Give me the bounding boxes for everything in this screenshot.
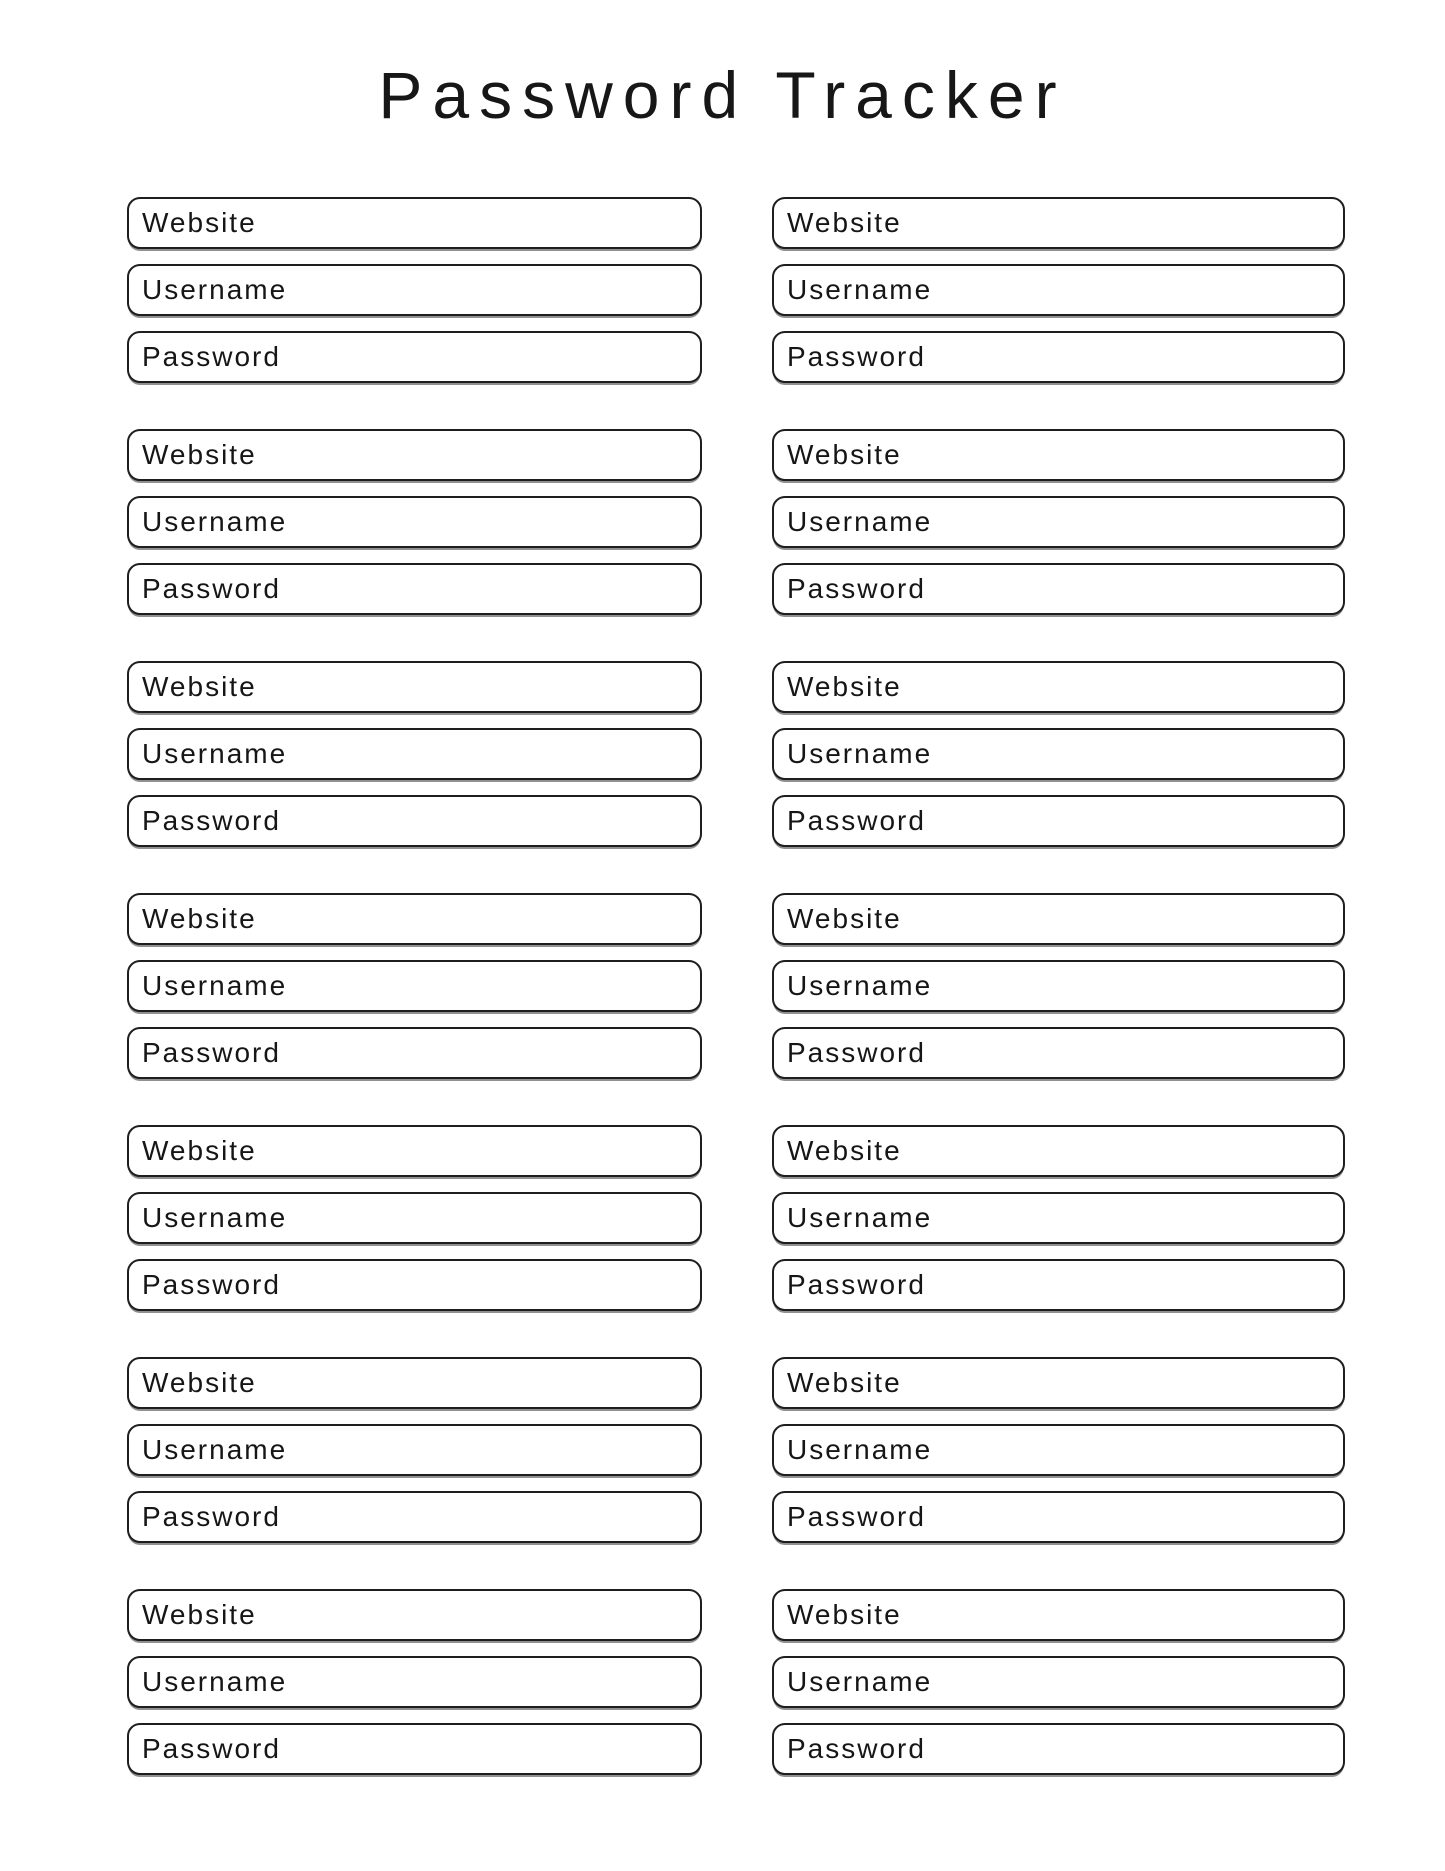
username-field[interactable] [772,264,1345,316]
username-field[interactable] [127,496,702,548]
username-field-label: Username [787,969,933,1001]
password-field[interactable] [772,563,1345,615]
password-field-label: Password [142,572,281,604]
username-field[interactable] [772,1424,1345,1476]
password-field-label: Password [142,340,281,372]
website-field-label: Website [142,1366,257,1398]
password-field[interactable] [127,1723,702,1775]
username-field[interactable] [772,1656,1345,1708]
password-field-label: Password [787,1500,926,1532]
password-field[interactable] [772,795,1345,847]
username-field[interactable] [772,960,1345,1012]
entry-group [772,661,1345,847]
website-field-label: Website [142,670,257,702]
username-field-label: Username [787,1665,933,1697]
website-field[interactable] [772,1357,1345,1409]
website-field[interactable] [127,661,702,713]
entry-group [772,893,1345,1079]
password-field[interactable] [772,1491,1345,1543]
password-field-label: Password [787,572,926,604]
username-field[interactable] [127,960,702,1012]
website-field-label: Website [787,1366,902,1398]
website-field-label: Website [142,1598,257,1630]
website-field[interactable] [127,1125,702,1177]
website-field-label: Website [142,438,257,470]
entry-group [127,1357,702,1543]
password-field-label: Password [787,340,926,372]
entry-group [772,429,1345,615]
password-field[interactable] [772,1027,1345,1079]
username-field-label: Username [142,737,288,769]
username-field-label: Username [142,1665,288,1697]
password-field-label: Password [787,1036,926,1068]
username-field-label: Username [787,505,933,537]
website-field-label: Website [787,206,902,238]
password-field-label: Password [787,1732,926,1764]
website-field[interactable] [127,1357,702,1409]
username-field-label: Username [787,273,933,305]
username-field-label: Username [787,737,933,769]
entry-group [772,197,1345,383]
entry-group [127,661,702,847]
website-field[interactable] [772,1125,1345,1177]
username-field-label: Username [142,505,288,537]
password-field[interactable] [127,1027,702,1079]
username-field[interactable] [772,1192,1345,1244]
password-field-label: Password [142,1268,281,1300]
username-field-label: Username [787,1201,933,1233]
password-field[interactable] [772,331,1345,383]
username-field[interactable] [127,264,702,316]
username-field[interactable] [127,1656,702,1708]
column-right [772,197,1345,1775]
website-field-label: Website [787,1598,902,1630]
entry-group [127,893,702,1079]
website-field-label: Website [142,206,257,238]
password-field[interactable] [127,795,702,847]
entry-group [772,1125,1345,1311]
website-field[interactable] [127,429,702,481]
password-field-label: Password [142,804,281,836]
entry-group [127,429,702,615]
username-field-label: Username [142,273,288,305]
entry-group [127,197,702,383]
username-field-label: Username [142,1433,288,1465]
password-field[interactable] [127,1259,702,1311]
entry-group [772,1357,1345,1543]
website-field[interactable] [772,1589,1345,1641]
entry-group [772,1589,1345,1775]
fields-grid [127,197,1445,1775]
username-field-label: Username [142,969,288,1001]
password-field[interactable] [772,1723,1345,1775]
password-field-label: Password [142,1500,281,1532]
password-field-label: Password [142,1732,281,1764]
password-field[interactable] [127,1491,702,1543]
website-field[interactable] [127,197,702,249]
username-field[interactable] [772,496,1345,548]
username-field-label: Username [142,1201,288,1233]
username-field[interactable] [127,1424,702,1476]
website-field-label: Website [142,1134,257,1166]
page-title: Password Tracker [378,58,1067,132]
website-field[interactable] [772,661,1345,713]
column-left [127,197,702,1775]
entry-group [127,1125,702,1311]
website-field-label: Website [787,438,902,470]
password-field-label: Password [787,804,926,836]
username-field[interactable] [772,728,1345,780]
website-field-label: Website [787,902,902,934]
website-field-label: Website [787,1134,902,1166]
password-field[interactable] [127,331,702,383]
username-field[interactable] [127,728,702,780]
username-field-label: Username [787,1433,933,1465]
password-field-label: Password [787,1268,926,1300]
website-field[interactable] [127,893,702,945]
password-field[interactable] [772,1259,1345,1311]
username-field[interactable] [127,1192,702,1244]
password-field[interactable] [127,563,702,615]
website-field[interactable] [772,429,1345,481]
website-field[interactable] [127,1589,702,1641]
website-field-label: Website [142,902,257,934]
password-field-label: Password [142,1036,281,1068]
entry-group [127,1589,702,1775]
website-field[interactable] [772,197,1345,249]
website-field[interactable] [772,893,1345,945]
website-field-label: Website [787,670,902,702]
